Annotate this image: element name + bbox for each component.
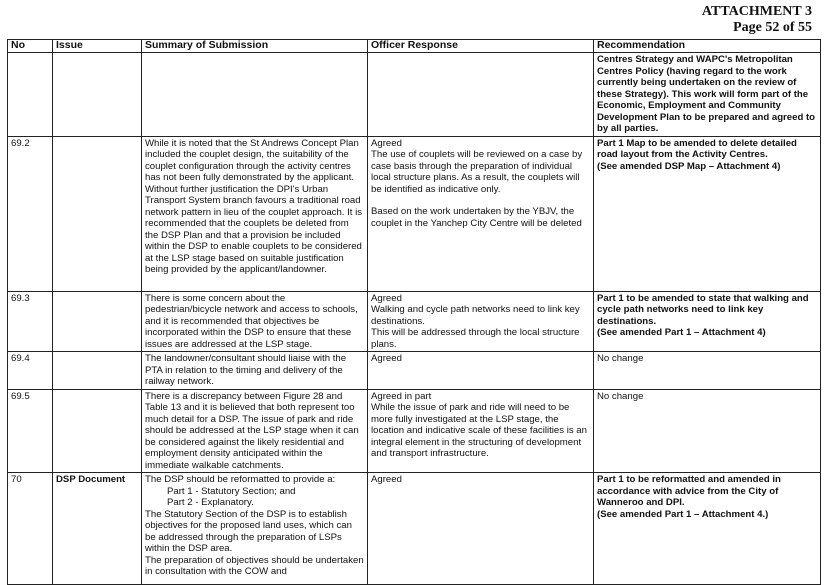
cell-recommendation	[594, 473, 821, 585]
summary-text: There is a discrepancy between Figure 28 and Table 13 and it is believed that both represent too much detail for a DSP. The issue of park and ride should be addressed at the LSP stage when it can be considered against the likely residential and employment density anticipated within the immediate walkable catchments.	[145, 390, 359, 471]
cell-summary	[142, 352, 368, 390]
table-row	[8, 53, 821, 137]
cell-recommendation	[594, 53, 821, 137]
recommendation-text: Part 1 Map to be amended to delete detailed road layout from the Activity Centres.	[597, 137, 797, 160]
cell-no: 70	[8, 473, 53, 585]
cell-recommendation	[594, 389, 821, 473]
cell-response	[368, 473, 594, 585]
cell-issue: DSP Document	[53, 473, 142, 585]
response-text: While the issue of park and ride will need to be more fully investigated at the LSP stage, the location and indicative scale of these facilities is an integral element in the structuring of development and transport infrastructure.	[371, 402, 587, 459]
table-row	[8, 389, 821, 473]
summary-text: The landowner/consultant should liaise with the PTA in relation to the timing and delivery of the railway network.	[145, 353, 347, 387]
cell-no: 69.3	[8, 291, 53, 352]
table-row	[8, 473, 821, 585]
summary-text: There is some concern about the pedestrian/bicycle network and access to schools, and it is recommended that objectives be incorporated within the DSP to ensure that these issues are addressed at the LSP stage.	[145, 292, 358, 350]
cell-issue	[53, 136, 142, 291]
cell-issue	[53, 291, 142, 352]
summary-text: While it is noted that the St Andrews Concept Plan included the couplet design, the suitability of the couplet configuration through the activity centres has not been fully demonstrated by the applicant. Without further justification the DPI's Urban Transport System branch favours a traditional road network pattern in lieu of the couplet approach. It is recommended that the couplets be deleted from the DSP Plan and that a provision be included within the DSP to enable couplets to be considered at the LSP stage based on suitable justification being provided by the applicant/landowner.	[145, 137, 363, 275]
cell-summary	[142, 389, 368, 473]
cell-recommendation	[594, 291, 821, 352]
recommendation-text: Part 1 to be amended to state that walking and cycle path networks need to link key destinations.	[597, 292, 809, 327]
response-text: The use of couplets will be reviewed on a case by case basis through the preparation of individual local structure plans. As a result, the couplets will be identified as indicative only.	[371, 149, 583, 195]
cell-response	[368, 389, 594, 473]
column-header-response: Officer Response	[368, 40, 594, 53]
response-verdict: Agreed	[371, 137, 402, 149]
recommendation-text: No change	[597, 390, 644, 402]
summary-text: The DSP should be reformatted to provide a:	[145, 474, 336, 485]
column-header-issue: Issue	[53, 40, 142, 53]
column-header-recommendation: Recommendation	[594, 40, 821, 53]
cell-summary	[142, 291, 368, 352]
cell-summary	[142, 136, 368, 291]
cell-no	[8, 53, 53, 137]
response-text: Based on the work undertaken by the YBJV, the couplet in the Yanchep City Centre will be deleted	[371, 206, 582, 229]
table-row	[8, 291, 821, 352]
cell-recommendation	[594, 136, 821, 291]
cell-no: 69.4	[8, 352, 53, 390]
cell-summary	[142, 53, 368, 137]
recommendation-text: No change	[597, 353, 644, 364]
table-row	[8, 136, 821, 291]
cell-response	[368, 53, 594, 137]
response-verdict: Agreed in part	[371, 390, 432, 402]
table-row	[8, 352, 821, 390]
page-number: Page 52 of 55	[733, 20, 812, 35]
response-text: This will be addressed through the local structure plans.	[371, 327, 580, 350]
cell-issue	[53, 389, 142, 473]
table-header-row	[8, 40, 821, 53]
cell-summary	[142, 473, 368, 585]
cell-response	[368, 291, 594, 352]
response-verdict: Agreed	[371, 353, 402, 364]
cell-issue	[53, 352, 142, 390]
response-text: Walking and cycle path networks need to link key destinations.	[371, 304, 580, 327]
recommendation-reference: (See amended Part 1 – Attachment 4.)	[597, 508, 769, 520]
cell-no: 69.5	[8, 389, 53, 473]
recommendation-reference: (See amended DSP Map – Attachment 4)	[597, 160, 781, 172]
recommendation-text: Part 1 to be reformatted and amended in accordance with advice from the City of Wanneroo and DPI.	[597, 474, 781, 508]
submissions-table	[7, 39, 821, 585]
cell-no: 69.2	[8, 136, 53, 291]
column-header-no: No	[8, 40, 53, 53]
cell-response	[368, 352, 594, 390]
summary-list-item: Part 1 - Statutory Section; and	[167, 485, 296, 497]
cell-response	[368, 136, 594, 291]
cell-recommendation	[594, 352, 821, 390]
response-verdict: Agreed	[371, 474, 402, 485]
recommendation-text: Centres Strategy and WAPC's Metropolitan Centres Policy (having regard to the work currently being undertaken on the review of these Strategy). This work will form part of the Economic, Employment and Community Development Plan to be prepared and agreed to by all parties.	[597, 54, 816, 134]
cell-issue	[53, 53, 142, 137]
recommendation-reference: (See amended Part 1 – Attachment 4)	[597, 327, 766, 338]
attachment-label: ATTACHMENT 3	[701, 4, 812, 19]
summary-list-item: Part 2 - Explanatory.	[167, 497, 254, 508]
summary-text: The Statutory Section of the DSP is to establish objectives for the proposed land uses, which can be addressed through the preparation of LSPs within the DSP area.	[145, 508, 352, 554]
summary-text: The preparation of objectives should be undertaken in consultation with the COW and	[145, 554, 364, 577]
column-header-summary: Summary of Submission	[142, 40, 368, 53]
response-verdict: Agreed	[371, 292, 402, 304]
page-header	[702, 4, 812, 36]
